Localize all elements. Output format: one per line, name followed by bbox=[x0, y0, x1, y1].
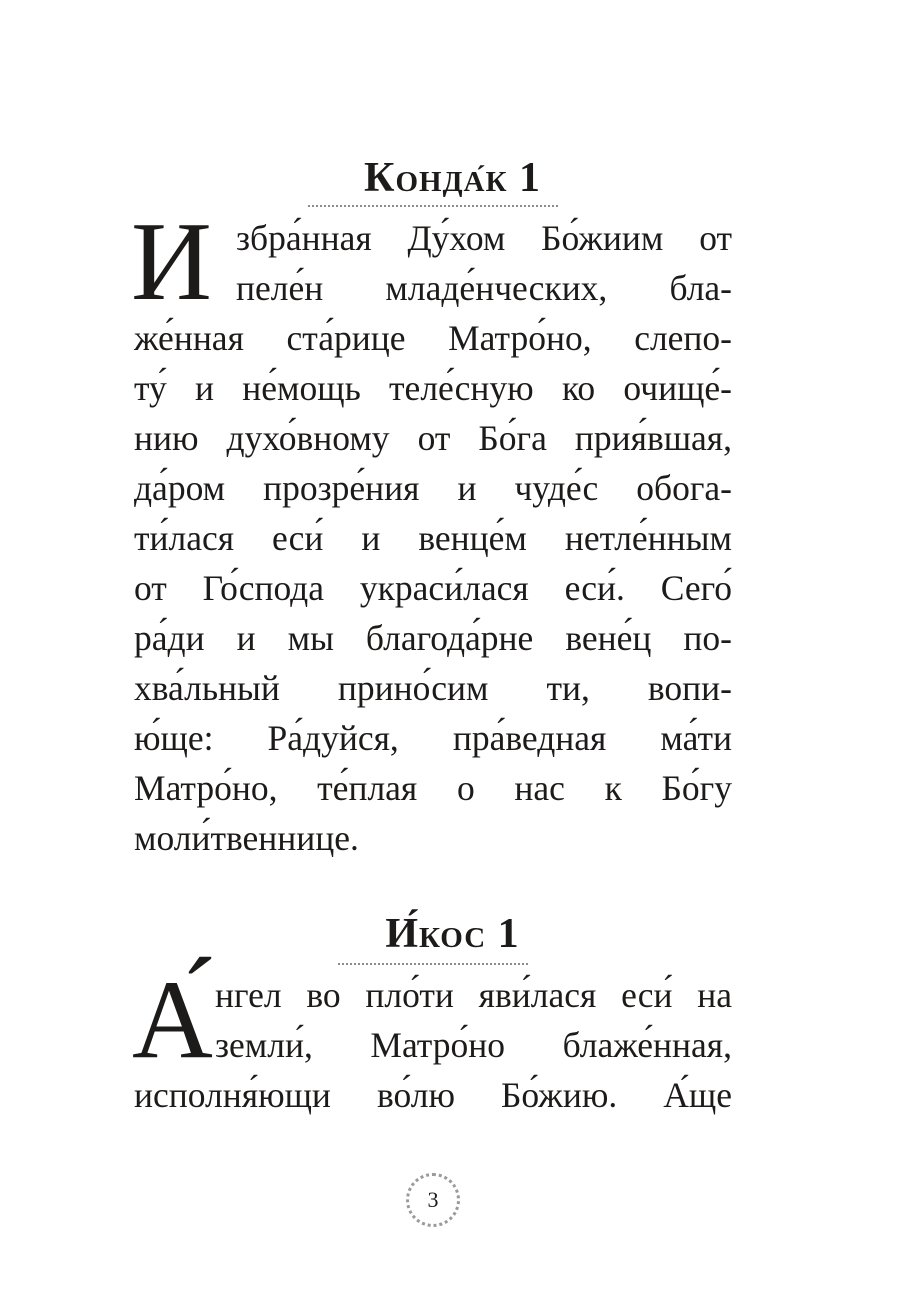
kontakion-line-12: Матро́но, те́плая о нас к Бо́гу bbox=[134, 768, 732, 808]
kontakion-line-4: ту́ и не́мощь теле́сную ко очище́- bbox=[134, 368, 732, 408]
ikos-line-3: исполня́ющи во́лю Бо́жию. А́ще bbox=[134, 1075, 732, 1115]
kontakion-line-13: моли́твеннице. bbox=[134, 818, 359, 858]
ikos-dotted-rule bbox=[338, 963, 528, 965]
kontakion-drop-cap: И bbox=[131, 200, 212, 324]
kontakion-line-11: ю́ще: Ра́дуйся, пра́ведная ма́ти bbox=[134, 718, 732, 758]
page-number: 3 bbox=[427, 1187, 439, 1212]
kontakion-dotted-rule bbox=[308, 205, 558, 207]
ikos-title: И́кос 1 bbox=[385, 911, 520, 957]
kontakion-line-1: збра́нная Ду́хом Бо́жиим от bbox=[236, 218, 732, 258]
kontakion-line-6: да́ром прозре́ния и чуде́с обога- bbox=[134, 468, 732, 508]
kontakion-line-2: пеле́н младе́нческих, бла- bbox=[236, 268, 732, 308]
ikos-drop-cap: А́ bbox=[132, 958, 213, 1082]
kontakion-line-10: хва́льный прино́сим ти, вопи- bbox=[134, 668, 732, 708]
kontakion-title: Конда́к 1 bbox=[364, 155, 541, 201]
kontakion-line-7: ти́лася еси́ и венце́м нетле́нным bbox=[134, 518, 732, 558]
kontakion-line-3: же́нная ста́рице Матро́но, слепо- bbox=[134, 318, 732, 358]
kontakion-line-8: от Го́спода украси́лася еси́. Сего́ bbox=[134, 568, 732, 608]
ikos-line-1: нгел во пло́ти яви́лася еси́ на bbox=[215, 975, 732, 1015]
page-number-badge bbox=[406, 1173, 460, 1227]
kontakion-heading bbox=[0, 157, 905, 199]
kontakion-line-5: нию духо́вному от Бо́га прия́вшая, bbox=[134, 418, 732, 458]
ikos-line-2: земли́, Матро́но блаже́нная, bbox=[215, 1025, 732, 1065]
ikos-heading bbox=[0, 913, 905, 955]
kontakion-line-9: ра́ди и мы благода́рне вене́ц по- bbox=[134, 618, 732, 658]
